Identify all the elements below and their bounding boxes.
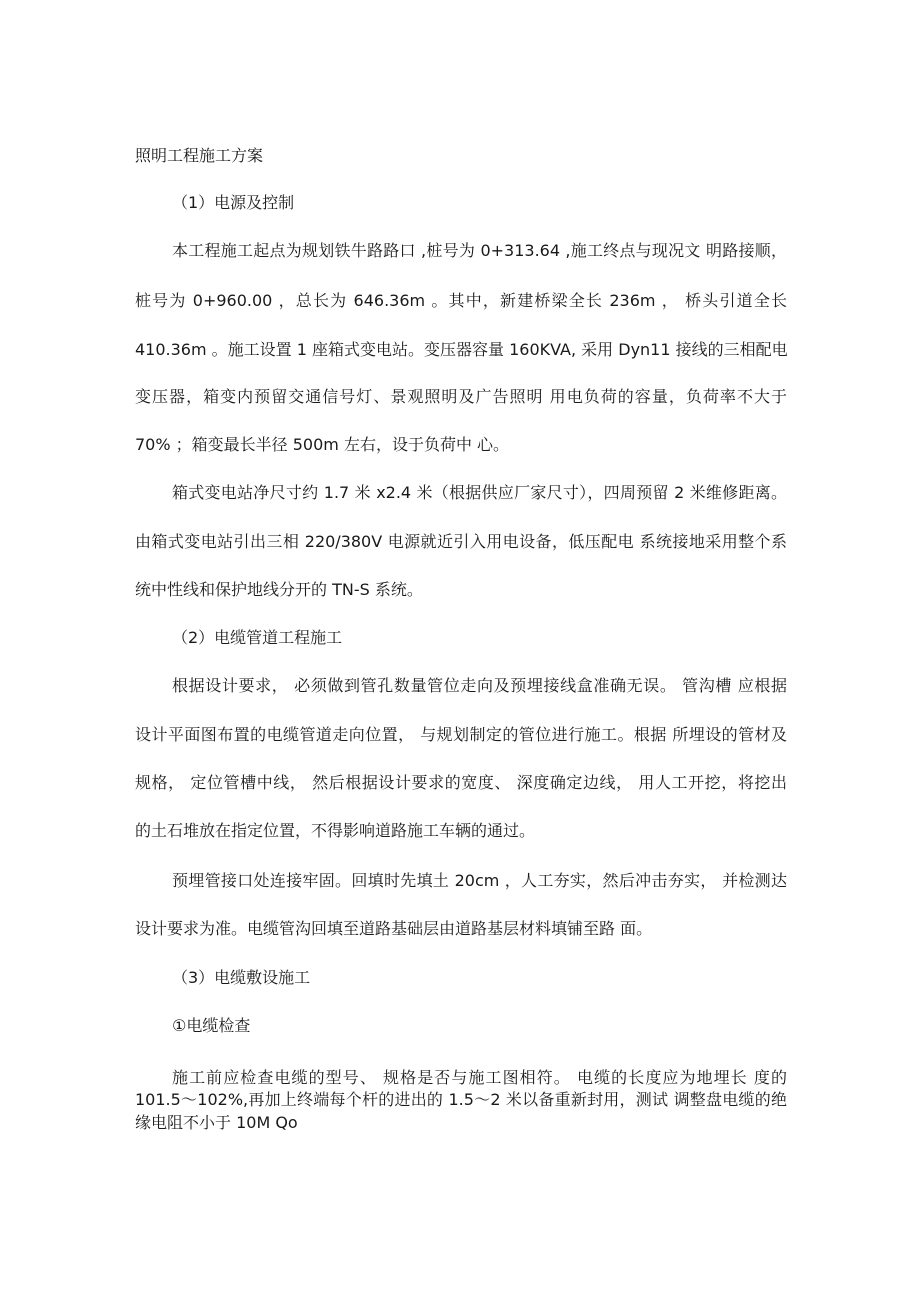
paragraph-line: 410.36m 。施工设置 1 座箱式变电站。变压器容量 160KVA, 采用 Dyn11 接线的三相配电 bbox=[135, 340, 788, 359]
paragraph-line: 缘电阻不小于 10M Qo bbox=[135, 1113, 298, 1132]
paragraph-line: 的土石堆放在指定位置，不得影响道路施工车辆的通过。 bbox=[135, 821, 536, 840]
section-heading-power: （1）电源及控制 bbox=[172, 193, 295, 212]
paragraph-line: 施工前应检查电缆的型号、 规格是否与施工图相符。 电缆的长度应为地埋长 度的 bbox=[172, 1068, 787, 1087]
paragraph-line: 规格， 定位管槽中线， 然后根据设计要求的宽度、 深度确定边线， 用人工开挖，将挖出 bbox=[135, 773, 787, 792]
paragraph-line: 统中性线和保护地线分开的 TN-S 系统。 bbox=[135, 580, 423, 599]
paragraph-line: 由箱式变电站引出三相 220/380V 电源就近引入用电设备，低压配电 系统接地采用整个系 bbox=[135, 532, 787, 551]
section-heading-cable-duct: （2）电缆管道工程施工 bbox=[172, 628, 343, 647]
section-heading-cable-laying: （3）电缆敷设施工 bbox=[172, 968, 311, 987]
paragraph-line: 桩号为 0+960.00 ，总长为 646.36m 。其中，新建桥梁全长 236m ， 桥头引道全长 bbox=[135, 291, 787, 310]
paragraph-line: 设计平面图布置的电缆管道走向位置， 与规划制定的管位进行施工。根据 所埋设的管材及 bbox=[135, 725, 787, 744]
paragraph-line: 变压器，箱变内预留交通信号灯、景观照明及广告照明 用电负荷的容量，负荷率不大于 bbox=[135, 387, 787, 406]
paragraph-line: 预埋管接口处连接牢固。回填时先填土 20cm ，人工夯实，然后冲击夯实， 并检测达 bbox=[172, 871, 787, 890]
paragraph-line: 70% ；箱变最长半径 500m 左右，设于负荷中 心。 bbox=[135, 435, 510, 454]
paragraph-line: 箱式变电站净尺寸约 1.7 米 x2.4 米（根据供应厂家尺寸），四周预留 2 米维修距离。 bbox=[172, 483, 787, 502]
document-title: 照明工程施工方案 bbox=[135, 146, 264, 165]
paragraph-line: 本工程施工起点为规划铁牛路路口 ,桩号为 0+313.64 ,施工终点与现况文 明路接顺， bbox=[172, 241, 787, 260]
subheading-cable-inspection: ①电缆检查 bbox=[172, 1016, 251, 1035]
paragraph-line: 101.5～102%,再加上终端每个杆的进出的 1.5～2 米以备重新封用，测试 调整盘电缆的绝 bbox=[135, 1090, 787, 1109]
paragraph-line: 根据设计要求， 必须做到管孔数量管位走向及预埋接线盒准确无误。 管沟槽 应根据 bbox=[172, 676, 787, 695]
paragraph-line: 设计要求为准。电缆管沟回填至道路基础层由道路基层材料填铺至路 面。 bbox=[135, 919, 653, 938]
